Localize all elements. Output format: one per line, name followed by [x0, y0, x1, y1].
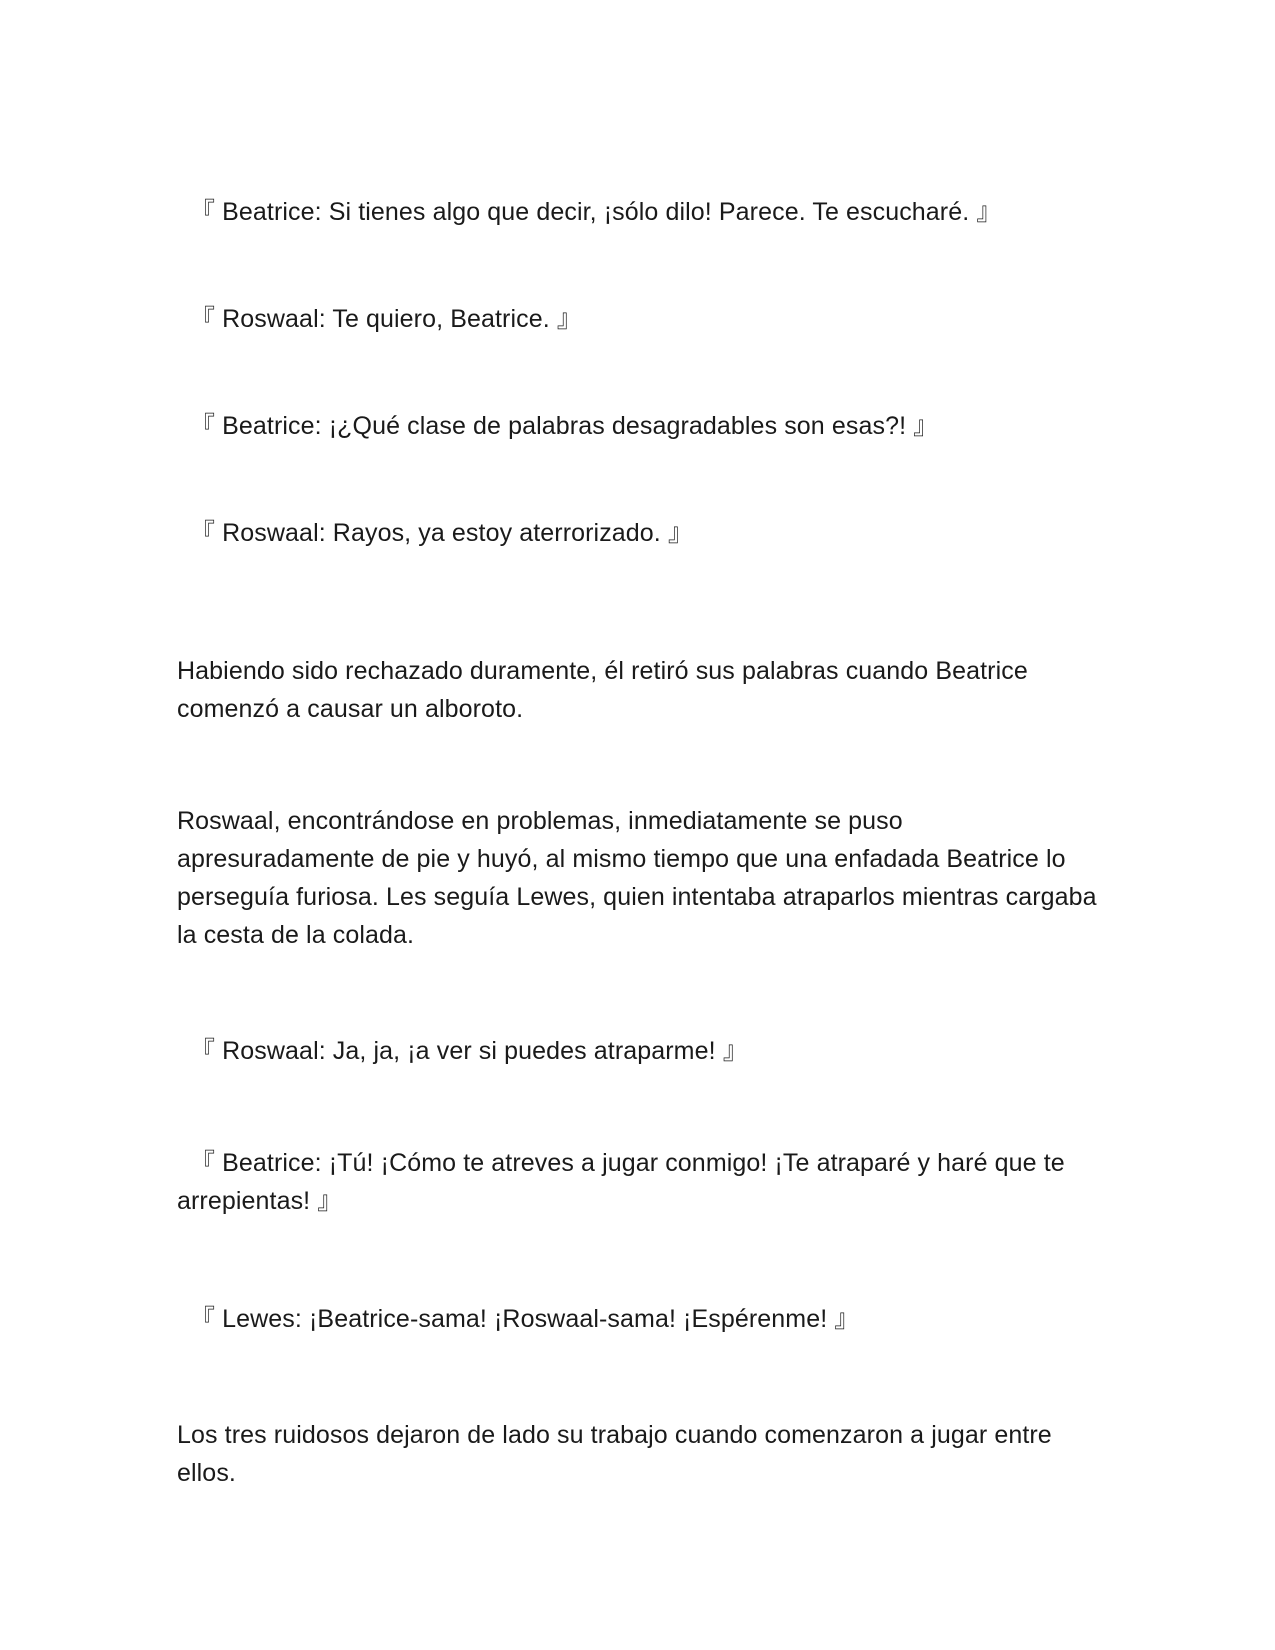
narration-paragraph: Los tres ruidosos dejaron de lado su trabajo cuando comenzaron a jugar entre ellos. — [177, 1421, 1052, 1487]
narration-paragraph: Habiendo sido rechazado duramente, él retiró sus palabras cuando Beatrice comenzó a causar un alboroto. — [177, 657, 1028, 723]
dialogue-line: 『 Roswaal: Rayos, ya estoy aterrorizado. 』 — [190, 519, 694, 547]
dialogue-line: 『 Beatrice: ¡¿Qué clase de palabras desagradables son esas?! 』 — [190, 412, 939, 440]
dialogue-line: 『 Roswaal: Te quiero, Beatrice. 』 — [190, 305, 582, 333]
dialogue-line: 『 Beatrice: Si tienes algo que decir, ¡sólo dilo! Parece. Te escucharé. 』 — [190, 198, 1002, 226]
narration-paragraph: Roswaal, encontrándose en problemas, inmediatamente se puso apresuradamente de pie y huyó, al mismo tiempo que una enfadada Beatrice lo perseguía furiosa. Les seguía Lewes, quien intentaba atraparlos mientras cargaba la cesta de la colada. — [177, 807, 1097, 949]
dialogue-line: 『 Beatrice: ¡Tú! ¡Cómo te atreves a jugar conmigo! ¡Te atraparé y haré que te arrepientas! 』 — [177, 1149, 1065, 1215]
dialogue-line: 『 Lewes: ¡Beatrice-sama! ¡Roswaal-sama! ¡Espérenme! 』 — [190, 1305, 860, 1333]
dialogue-line: 『 Roswaal: Ja, ja, ¡a ver si puedes atraparme! 』 — [190, 1037, 748, 1065]
